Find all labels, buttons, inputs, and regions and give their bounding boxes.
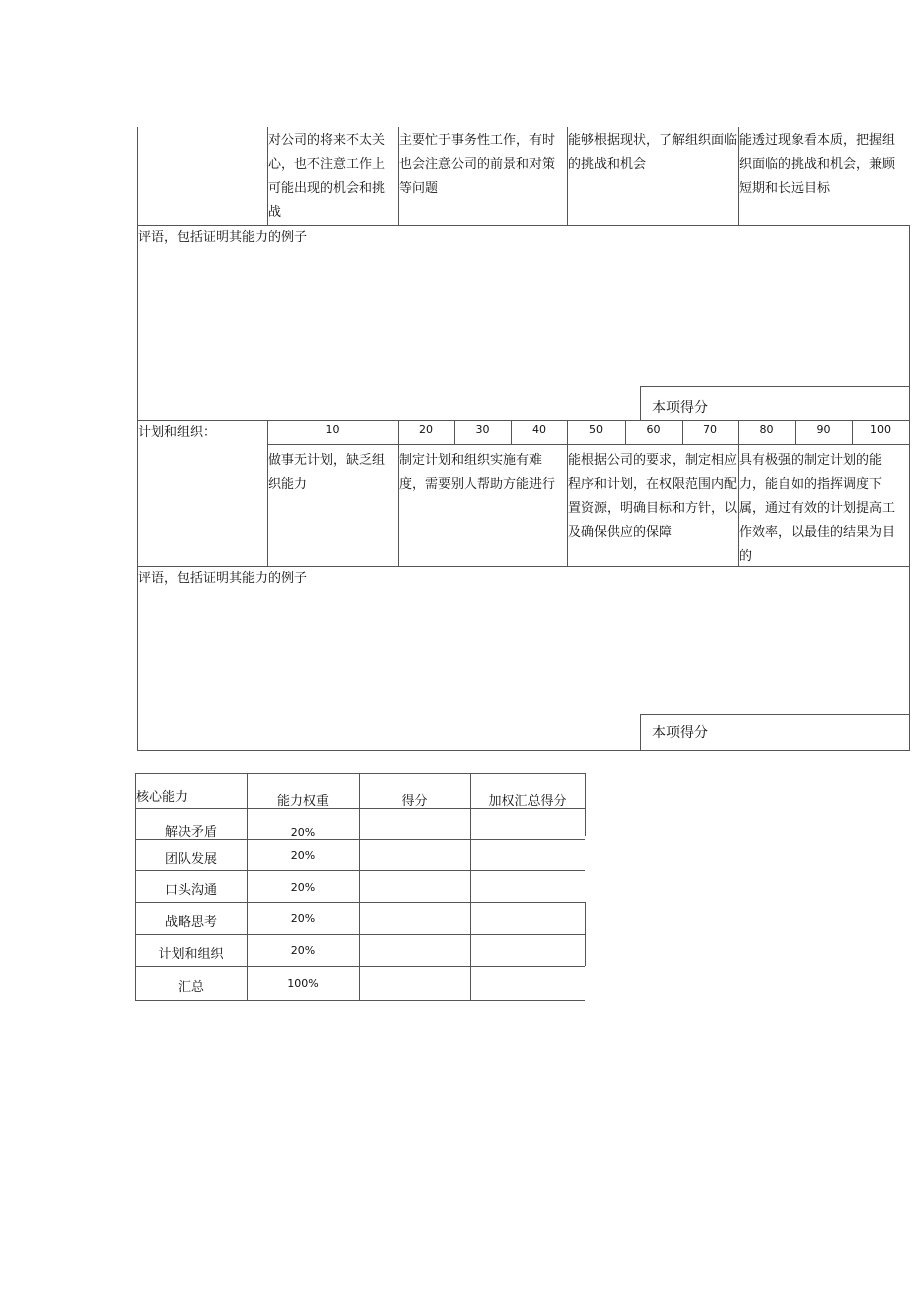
scale-20: 20 (419, 423, 433, 436)
row-weight: 20% (290, 826, 316, 839)
scale-80: 80 (759, 423, 774, 436)
planning-level-4-description: 具有极强的制定计划的能力，能自如的指挥调度下属，通过有效的计划提高工作效率，以最佳的结果为目的 (739, 453, 896, 564)
row-name: 战略思考 (164, 915, 217, 930)
planning-score-label: 本项得分 (652, 725, 708, 741)
row-name: 团队发展 (164, 852, 217, 867)
row-weight: 100% (287, 977, 319, 990)
row-name: 计划和组织 (158, 947, 224, 962)
scale-70: 70 (703, 423, 717, 436)
planning-level-2-description: 制定计划和组织实施有难度，需要别人帮助方能进行 (399, 453, 556, 492)
strategy-level-3-description: 能够根据现状，了解组织面临的挑战和机会 (568, 133, 738, 172)
scale-100: 100 (870, 423, 891, 436)
scale-90: 90 (816, 423, 831, 436)
strategy-level-4-description: 能透过现象看本质，把握组织面临的挑战和机会，兼顾短期和长远目标 (739, 133, 896, 196)
scale-50: 50 (589, 423, 603, 436)
header-weighted-total: 加权汇总得分 (488, 794, 567, 809)
header-weight: 能力权重 (276, 794, 329, 809)
scale-40: 40 (532, 423, 546, 436)
planning-label: 计划和组织： (138, 425, 217, 440)
row-name: 汇总 (177, 980, 204, 995)
strategy-score-label: 本项得分 (652, 400, 708, 416)
row-weight: 20% (290, 881, 316, 894)
header-core-competency: 核心能力 (136, 790, 189, 805)
row-weight: 20% (290, 849, 316, 862)
planning-comment-label: 评语，包括证明其能力的例子 (138, 571, 308, 586)
row-name: 解决矛盾 (164, 825, 217, 840)
row-weight: 20% (290, 912, 316, 925)
row-name: 口头沟通 (164, 883, 217, 898)
planning-level-1-description: 做事无计划，缺乏组织能力 (268, 453, 386, 492)
scale-30: 30 (475, 423, 490, 436)
row-weight: 20% (290, 944, 316, 957)
scale-60: 60 (646, 423, 661, 436)
planning-level-3-description: 能根据公司的要求，制定相应程序和计划，在权限范围内配置资源，明确目标和方针，以及确保供应的保障 (568, 453, 738, 540)
strategy-comment-label: 评语，包括证明其能力的例子 (138, 230, 308, 245)
scale-10: 10 (325, 423, 340, 436)
header-score: 得分 (401, 794, 428, 809)
strategy-level-2-description: 主要忙于事务性工作，有时也会注意公司的前景和对策等问题 (399, 133, 556, 196)
strategy-level-1-description: 对公司的将来不太关心，也不注意工作上可能出现的机会和挑战 (268, 133, 386, 220)
